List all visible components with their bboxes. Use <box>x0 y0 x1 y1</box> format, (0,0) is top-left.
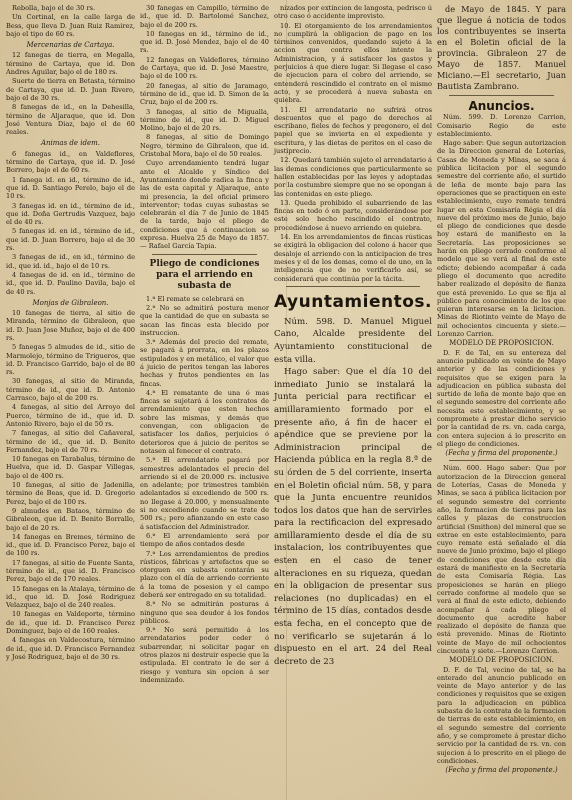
list-item: 10 fanegas en Tarabalus, término de Huelva, que id. D. Gaspar Villegas, bajo el de 400 rs. <box>6 455 135 480</box>
ayuntamiento-notice <box>274 316 432 669</box>
section-title-anuncios: Anuncios. <box>468 99 535 113</box>
condition-item: 8.ª No se admitirán posturas á ninguno que sea deudor á los fondos públicos. <box>140 600 269 625</box>
condition-item: 11. El arrendatario no sufrirá otros descuentos que el pago de derechos al escribano, fieles de fechos y pregonero, el del papel que se invierta en el expediente y escritura, y las dietas de peritos en el caso de justiprecio. <box>274 105 432 156</box>
list-item: 4 fanegas de id. en id., término de id., que id. D. Paulino Davila, bajo el de 40 rs. <box>6 270 135 296</box>
notice-continuation <box>437 4 566 92</box>
page-fold <box>286 0 287 800</box>
list-item: 12 fanegas de tierra, en Megalla, término de Cartaya, que id. Don Andres Aguilar, bajo el de 180 rs. <box>6 51 135 77</box>
list-item: 10 fanegas en id., término de id., que id. D. José Mendez, bajo el de 40 rs. <box>140 29 269 55</box>
condition-item: 5.ª El arrendatario pagará por semestres adelantados el precio del arriendo si el de 20.000 rs. inclusive en adelante; por trimestres también adelantados si excediendo de 500 rs. no llegase á 20.000, y mensualmente si no excediendo cuando se trate de 500 rs.; pero afianzando en este caso á satisfaccion del Administrador. <box>140 456 269 531</box>
pliego-title: Pliego de condiciones para el arriendo en subasta de <box>149 258 260 291</box>
column-3 <box>274 4 432 796</box>
list-item: 9 almudes en Bataos, término de Gibraleon, que id. D. Benito Borrallo, bajo el de 20 rs. <box>6 506 135 532</box>
condition-item: 6.ª El arrendamiento será por tiempo de años contados desde <box>140 531 269 549</box>
list-item: 15 fanegas en la Atalaya, término de id., que id. D. José Rodriguez Velazquez, bajo el de 240 reales. <box>6 584 135 610</box>
column-1 <box>6 4 135 796</box>
announcement-body: Hago saber: Que segun autorizacion de la Direccion general de Loterías, Casas de Moneda y Minas, se saca á pública licitacion por el segundo semestre del corriente año, el surtido de leña de monte bajo para las operaciones que se practiquen en este establecimiento, cuyo remate tendrá lugar en esta Comisaría Régia el día nueve del próximo mes de Junio, bajo el pliego de condiciones que desde hoy estará de manifiesto en la Secretaría. Las proposiciones se harán en pliego cerrado conforme al modelo que se verá al final de este edicto; debiendo acompañar á cada pliego el documento que acredite haber realizado el depósito de fianza que está prevenido. Lo que se fija al público para conocimiento de los que quieran interesarse en la licitacion. Minas de Riotinto veinte de Mayo de mil ochocientos cincuenta y siete.—Lorenzo Carrion. <box>437 139 566 339</box>
list-item: 3 fanegas, al sitio de Migualla, término de id., que id. D. Miguel Molino, bajo el de 20 rs. <box>140 107 269 133</box>
condition-item: 7.ª Los arrendamientos de predios rústicos, fábricas y artefactos que se otorguen en subasta contarán su plazo con el día de arriendo corriente á la toma de posesion y el campo deberá ser entregado en su totalidad. <box>140 549 269 599</box>
announcement-body: Núm. 600. Hago saber: Que por autorizacion de la Direccion general de Loterías, Casas de Moneda y Minas, se saca á pública licitacion por el segundo semestre del corriente año, la formacion de tierras para las calles y plazas de construccion artificial (Smithon) del mineral que se extrae en este establecimiento, para cuyo remate está señalado el día nueve de Junio próximo, bajo el pliego de condiciones que desde este día estará de manifiesto en la Secretaría de esta Comisaría Régia. Las proposiciones se harán en pliego cerrado conforme al modelo que se verá al final de este edicto, debiendo acompañar á cada pliego el documento que acredite haber realizado el depósito de fianza que está prevenido. Minas de Riotinto veinte de Mayo de mil ochocientos cincuenta y siete.—Lorenzo Carrion. <box>437 464 566 655</box>
condition-item: 2.ª No se admitirá postura menor que la cantidad de que en subasta se sacan las fincas esta blecido por instruccion. <box>140 303 269 337</box>
divider <box>449 460 554 461</box>
divider <box>449 95 554 96</box>
list-item: 8 fanegas de id., en la Dehesilla, término de Aljaraque, que id. Don José Ventura Diaz, bajo el de 60 reales. <box>6 103 135 137</box>
list-item: 3 fanegas de id., en id., término de id., que id. id., bajo el de 10 rs. <box>6 253 135 270</box>
list-item: 10 fanegas de tierra, al sitio de Miranda, término de Gibraleon, que id. D. Juan Jose Muñoz, bajo el de 400 rs. <box>6 309 135 342</box>
model-title: MODELO DE PROPOSICION. <box>449 656 554 665</box>
model-title: MODELO DE PROPOSICION. <box>449 339 554 348</box>
list-item: 10 fanegas en Valdeporte, término de id., que id. D. Francisco Perez Dominguez, bajo el de 160 reales. <box>6 610 135 636</box>
condition-item: 12. Quedará también sujeto el arrendatario á las demas condiciones que particularmente se hallen establecidas por las leyes y adoptadas por la costumbre siempre que no se opongan á las contenidas en este pliego. <box>274 156 432 198</box>
list-item: 17 fanegas, al sitio de Fuente Santa, término de id., que id. D. Francisco Perez, bajo el de 170 reales. <box>6 558 135 584</box>
paragraph: Rebolla, bajo el de 30 rs. <box>12 4 96 12</box>
condition-item: 14. En los arrendamientos de fincas rústicas se exigirá la obligacion del colono á hacer que desaloje el arriendo con la anticipacion de tres meses y el de los demas, como el de uno, en la inteligencia que de no verificarlo así, se considerará que continúa por la tácita. <box>274 233 432 283</box>
condition-item: 10. El otorgamiento de los arrendamientos no cumplirá la obligacion de pago en los términos convenidos, quedando sujeto á la accion que contra ellos intente la Administracion, y á satisfacer los gastos y perjuicios á que diere lugar. Si llegase el caso de ejecucion para el cobro del arriendo, se entenderá rescindido el contrato en el mismo acto, y se procederá á nueva subasta en quiebra. <box>274 21 432 105</box>
notice-header: Núm. 598. D. Manuel Miguel Cano, Alcalde presidente del Ayuntamiento constitucional de esta villa. <box>274 316 432 365</box>
condition-item: nizados por extincion de langosta, pedrisco ú otro caso ó accidente imprevisto. <box>274 4 432 21</box>
model-body: D. F. de Tal, en su entereza del anuncio publicado en veinte de Mayo anterior y de las condiciones y requisitos que se exigen para la adjudicacion en pública subasta del surtido de leña de monte bajo que en el segundo semestre del corriente año necesita este establecimiento, y se compromete á prestar dicho servicio por la cantidad de rs. vn. cada carga, con entera sujecion á lo prescrito en el pliego de condiciones. <box>437 348 566 448</box>
paragraph: Cuyo arrendamiento tendrá lugar ante el Alcalde y Síndico del Ayuntamiento donde radica la finca y las de esta capital y Aljaraque, ante mi presencia, la del oficial primero interventor; todas cuyas subastas se celebrarán el día 7 de Junio de 1845 de la tarde, bajo el pliego de condiciones que á continuacion se expresa. Huelva 25 de Mayo de 1857. — Rafael García Tapia. <box>140 159 269 251</box>
section-heading: Animas de idem. <box>40 139 100 148</box>
condition-item: 9.ª No será permitido á los arrendatarios poder ceder ó subarrendar, ni solicitar pagar en otros plazos ni destruir especie que la estipulada. El contrato le de ser á riesgo y ventura sin opcion á ser indemnizado. <box>140 626 269 684</box>
list-item: 14 fanegas en Bremes, término de id., que id. D. Francisco Perez, bajo el de 100 rs. <box>6 532 135 558</box>
column-4 <box>437 4 566 796</box>
section-heading: Mercenarias de Cartaya. <box>26 41 115 50</box>
list-item: 20 fanegas, al sitio de Jaramago, término de id., que id. D. Simon de la Cruz, bajo el de 200 rs. <box>140 81 269 107</box>
list-item: 5 fanegas id. en id., término de id., que id. D. Juan Borrero, bajo el de 30 rs. <box>6 227 135 253</box>
section-heading: Monjas de Gibraleon. <box>32 298 109 307</box>
notice-body: de Mayo de 1845. Y para que llegue á noticia de todos los contribuyentes se inserta en el Boletin oficial de la provincia. Gibraleon 27 de Mayo de 1857. Manuel Miciano.—El secretario, Juan Bautista Zambrano. <box>437 4 566 91</box>
list-item: 5 fanegas 5 almudes de id., sitio de Marmolejo, término de Trigueros, que id. D. Francisco Garrido, bajo el de 80 rs. <box>6 343 135 377</box>
list-item: 4 fanegas, al sitio del Arroyo del Puerco, término de id., que id. D. Antonio Rivero, bajo el de 50 rs. <box>6 403 135 428</box>
list-item: 8 fanegas, al sitio de Domingo Negro, término de Gibraleon, que id. Cristobal Mora, bajo el de 50 reales. <box>140 133 269 159</box>
list-item: 30 fanegas, al sitio de Miranda, término de id., que id. D. Antonio Carrasco, bajo el de 200 rs. <box>6 377 135 403</box>
list-item: 12 fanegas en Valdeflores, término de Cartaya, que id. D. José Maestre, bajo el de 100 rs. <box>140 55 269 81</box>
divider <box>152 254 257 255</box>
condition-item: 4.ª El rematante de una ó mas fincas se sujetará á los contratos de arrendamiento que esten hechos sobre las mismas, y demás que convengan, con obligacion de satisfacer los daños, perjuicios ó deterioros que á juicio de peritos se notasen al fenecer el contrato. <box>140 388 269 455</box>
list-item: 6 fanegas id., en Valdeflores, término de Cartaya, que id. D. José Borrero, bajo el de 60 rs. <box>6 149 135 175</box>
notice-body: Hago saber: Que el día 10 del inmediato Junio se instalará la Junta pericial para rectificar el amillaramiento formado por el presente año, á fin de hacer el apéndice que se previene por la Administracion principal de Hacienda pública en la regla 8.ª de su órden de 5 del corriente, inserta en el Boletin oficial núm. 58, y para que la Junta encuentre reunidos todos los datos que han de servirles para la rectificacion del expresado amillaramiento desde el día de su instalacion, los contribuyentes que esten en el caso de tener alteraciones en su riqueza, quedan en la obligacion de presentar sus relaciones (no duplicadas) en el término de 15 días, contados desde esta fecha, en el concepto que de no verificarlo se sujetarán á lo dispuesto en el art. 24 del Real decreto de 23 <box>274 367 432 667</box>
condition-item: 3.ª Además del precio del remate, se pagará á prorrata, en los plazos estipulados y en metálico, el valor que á juicio de peritos tengan las labores hechas y frutos pendientes en las fincas. <box>140 338 269 388</box>
list-item: 3 fanegas id. en id., término de id., que id. Doña Gertrudis Vazquez, bajo el de 40 rs. <box>6 201 135 227</box>
divider <box>286 286 420 287</box>
signature-line: (Fecha y firma del proponente.) <box>445 449 558 458</box>
list-item: 4 fanegas en Valdecostura, término de id., que id. D. Francisco Fernandez y José Rodriguez, bajo el de 30 rs. <box>6 636 135 661</box>
model-body: D. F. de Tal, vecino de tal, se ha enterado del anuncio publicado en veinte de Mayo anterior y de las condiciones y requisitos que se exigen para la adjudicacion en pública subasta de la contrata de la formacion de tierras de este establecimiento, en el segundo semestre del corriente año, y se compromete á prestar dicho servicio por la cantidad de rs. vn. con sujecion á lo prescrito en el pliego de condiciones. <box>437 665 566 765</box>
list-item: 10 fanegas, al sitio de Jadenilla, término de Beas, que id. D. Gregorio Perez, bajo el de 100 rs. <box>6 481 135 506</box>
section-title-ayuntamientos: Ayuntamientos. <box>274 291 432 312</box>
column-2 <box>140 4 269 796</box>
list-item: 1 fanega id. en id., término de id., que id. D. Santiago Perelo, bajo el de 10 rs. <box>6 175 135 201</box>
list-item: 7 fanegas, al sitio del Cañaveral, término de id., que id. D. Benito Fernandez, bajo el de 70 rs. <box>6 429 135 454</box>
condition-item: 13. Queda prohibido el subarriendo de las fincas en todo ó en parte, considerándose por este solo hecho rescindido el contrato, procediéndose á nuevo arriendo en quiebra. <box>274 198 432 232</box>
list-item: 30 fanegas en Campillo, término de id., que id. D. Bartolomé Sanchez, bajo el de 200 rs. <box>140 4 269 29</box>
list-item: Suerte de tierra en Betasta, término de Cartaya, que id. D. Juan Rivero, bajo el de 30 rs. <box>6 77 135 102</box>
condition-item: 1.ª El remate se celebrará en <box>146 294 245 303</box>
signature-line: (Fecha y firma del proponente.) <box>445 766 558 775</box>
announcement-header: Núm. 599. D. Lorenzo Carrion, Comisario Regio de este establecimiento. <box>437 113 566 138</box>
paragraph: Un Cortinal, en la calle larga de Bess, que lleva D. Juan Ruiz Ramirez, bajo el tipo de 60 rs. <box>6 13 135 38</box>
